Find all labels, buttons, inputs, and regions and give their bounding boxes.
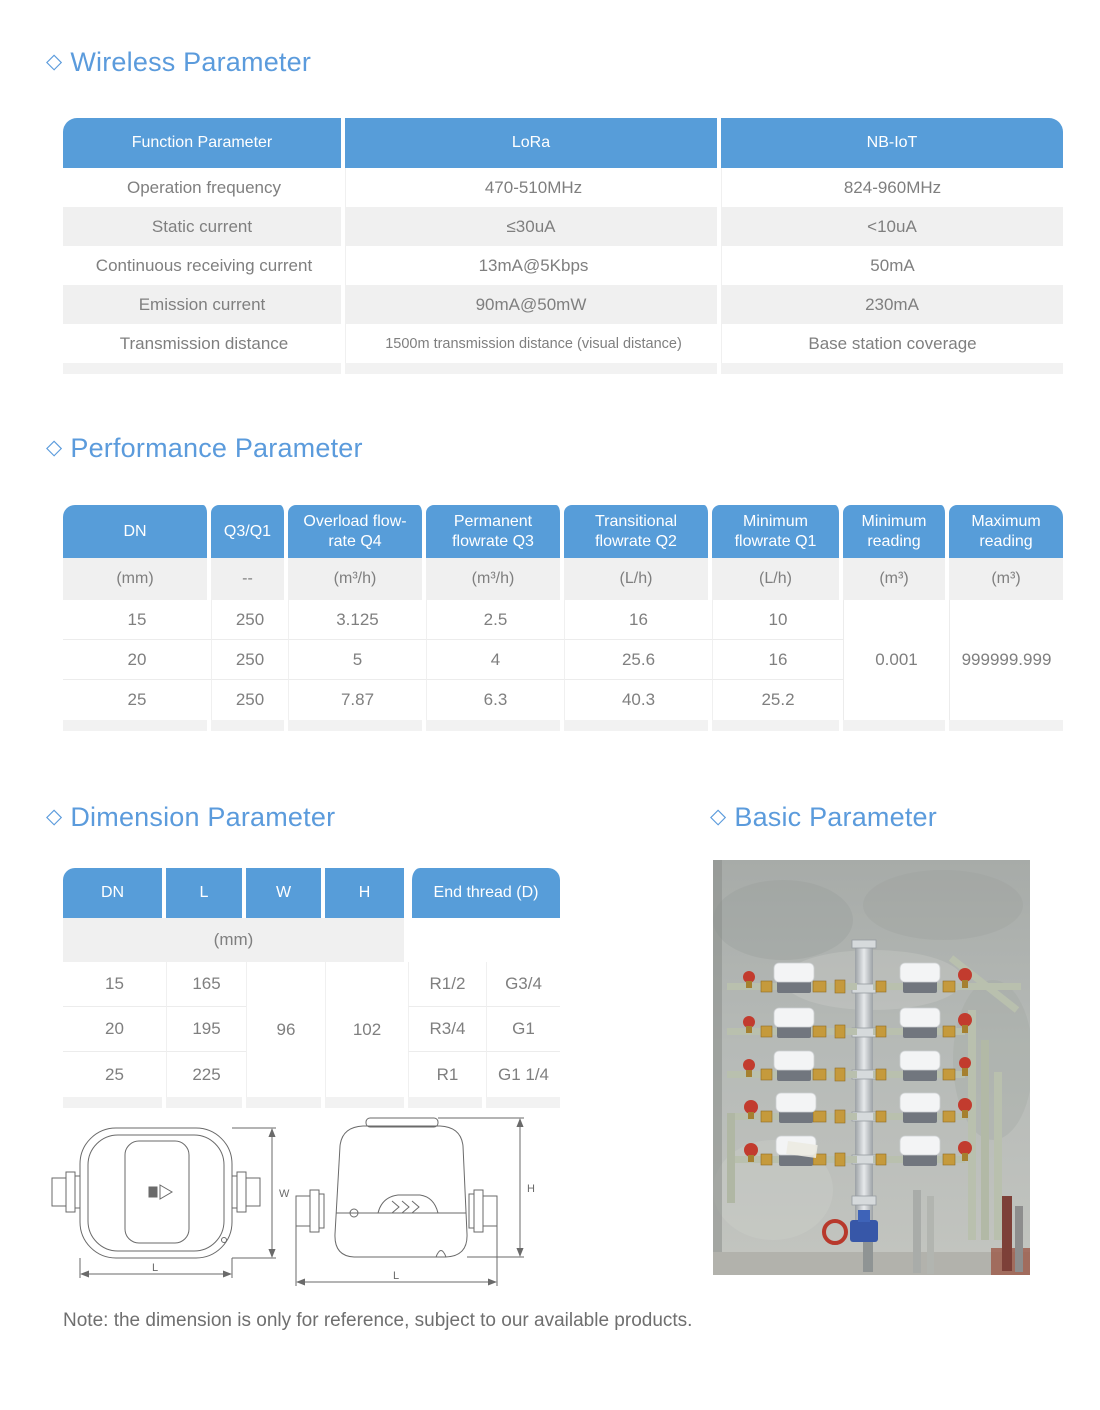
cell: G1 [486, 1007, 560, 1052]
cell: 230mA [721, 285, 1063, 324]
cell: 1500m transmission distance (visual distance) [345, 324, 721, 363]
unit-cell: -- [211, 558, 288, 600]
cell: 16 [564, 600, 712, 640]
cell: 7.87 [288, 680, 426, 720]
cell: 20 [63, 640, 211, 680]
diamond-icon: ◇ [46, 805, 63, 828]
section-title: Performance Parameter [70, 433, 363, 463]
table-row [63, 168, 1063, 207]
diamond-icon: ◇ [46, 436, 63, 459]
section-title: Basic Parameter [734, 802, 937, 832]
cell: 4 [426, 640, 564, 680]
header-cell: L [166, 868, 246, 918]
side-height-label: H [527, 1183, 535, 1195]
header-cell: NB-IoT [721, 118, 1063, 168]
cell: 6.3 [426, 680, 564, 720]
header-cell: DN [63, 505, 211, 558]
dimension-note: Note: the dimension is only for reference, subject to our available products. [63, 1310, 693, 1331]
header-cell: End thread (D) [408, 868, 560, 918]
cell: <10uA [721, 207, 1063, 246]
header-cell: Transitional flowrate Q2 [564, 505, 712, 558]
cell: Operation frequency [63, 168, 345, 207]
table-row [63, 246, 1063, 285]
cell: 25.2 [712, 680, 843, 720]
header-cell: Permanent flowrate Q3 [426, 505, 564, 558]
cell: 195 [166, 1007, 246, 1052]
cell: 15 [63, 600, 211, 640]
header-cell: Function Parameter [63, 118, 345, 168]
side-length-label: L [393, 1270, 400, 1282]
height-merged-cell: 102 [325, 962, 408, 1097]
cell: 20 [63, 1007, 166, 1052]
diamond-icon: ◇ [46, 50, 63, 73]
front-length-label: L [152, 1262, 159, 1274]
section-title: Wireless Parameter [70, 47, 312, 77]
meter-front-view [52, 1128, 276, 1278]
cell: R1/2 [408, 962, 486, 1007]
cell: Transmission distance [63, 324, 345, 363]
header-cell: H [325, 868, 408, 918]
cell: 250 [211, 680, 288, 720]
header-cell: Minimum reading [843, 505, 949, 558]
header-cell: LoRa [345, 118, 721, 168]
dimension-parameter-table [63, 868, 560, 1108]
min-reading-cell: 0.001 [843, 600, 949, 720]
cell: Static current [63, 207, 345, 246]
table-header-row [63, 505, 1063, 558]
cell: R1 [408, 1052, 486, 1097]
table-header-row [63, 868, 560, 918]
table-row [63, 285, 1063, 324]
cell: G3/4 [486, 962, 560, 1007]
cell: 225 [166, 1052, 246, 1097]
table-row [63, 324, 1063, 363]
cell: 470-510MHz [345, 168, 721, 207]
dimension-drawings [48, 1116, 628, 1294]
cell: Base station coverage [721, 324, 1063, 363]
unit-cell: (m³) [949, 558, 1063, 600]
cell: 50mA [721, 246, 1063, 285]
header-cell: DN [63, 868, 166, 918]
basic-section-heading [710, 802, 937, 833]
cell: 824-960MHz [721, 168, 1063, 207]
front-width-label: W [279, 1188, 290, 1200]
table-row [63, 962, 560, 1007]
units-row [63, 558, 1063, 600]
cell: 25 [63, 680, 211, 720]
table-bottom-strip [63, 363, 1063, 374]
cell: ≤30uA [345, 207, 721, 246]
cell: 40.3 [564, 680, 712, 720]
header-cell: Minimum flowrate Q1 [712, 505, 843, 558]
table-bottom-strip [63, 1097, 560, 1108]
performance-section-heading [46, 433, 363, 464]
unit-cell: (m³) [843, 558, 949, 600]
cell: 13mA@5Kbps [345, 246, 721, 285]
cell: R3/4 [408, 1007, 486, 1052]
blank-cell [408, 918, 560, 962]
header-cell: Q3/Q1 [211, 505, 288, 558]
header-cell: Maximum reading [949, 505, 1063, 558]
table-row [63, 207, 1063, 246]
table-bottom-strip [63, 720, 1063, 731]
diamond-icon: ◇ [710, 805, 727, 828]
unit-cell: (mm) [63, 918, 408, 962]
cell: Continuous receiving current [63, 246, 345, 285]
section-title: Dimension Parameter [70, 802, 336, 832]
cell: 15 [63, 962, 166, 1007]
cell: 90mA@50mW [345, 285, 721, 324]
cell: 25.6 [564, 640, 712, 680]
cell: G1 1/4 [486, 1052, 560, 1097]
unit-cell: (m³/h) [288, 558, 426, 600]
cell: 25 [63, 1052, 166, 1097]
wireless-section-heading [46, 47, 311, 78]
unit-cell: (L/h) [564, 558, 712, 600]
width-merged-cell: 96 [246, 962, 325, 1097]
dimension-section-heading [46, 802, 335, 833]
header-cell: Overload flow-rate Q4 [288, 505, 426, 558]
max-reading-cell: 999999.999 [949, 600, 1063, 720]
unit-cell: (mm) [63, 558, 211, 600]
installation-photo [713, 860, 1030, 1275]
cell: 165 [166, 962, 246, 1007]
cell: 250 [211, 600, 288, 640]
unit-cell: (L/h) [712, 558, 843, 600]
cell: 5 [288, 640, 426, 680]
header-cell: W [246, 868, 325, 918]
cell: 2.5 [426, 600, 564, 640]
cell: 3.125 [288, 600, 426, 640]
cell: 250 [211, 640, 288, 680]
performance-parameter-table [63, 505, 1063, 731]
wireless-parameter-table [63, 118, 1063, 374]
cell: 10 [712, 600, 843, 640]
table-row [63, 600, 1063, 640]
meter-side-view [296, 1118, 524, 1286]
cell: Emission current [63, 285, 345, 324]
cell: 16 [712, 640, 843, 680]
table-header-row [63, 118, 1063, 168]
units-row [63, 918, 560, 962]
unit-cell: (m³/h) [426, 558, 564, 600]
